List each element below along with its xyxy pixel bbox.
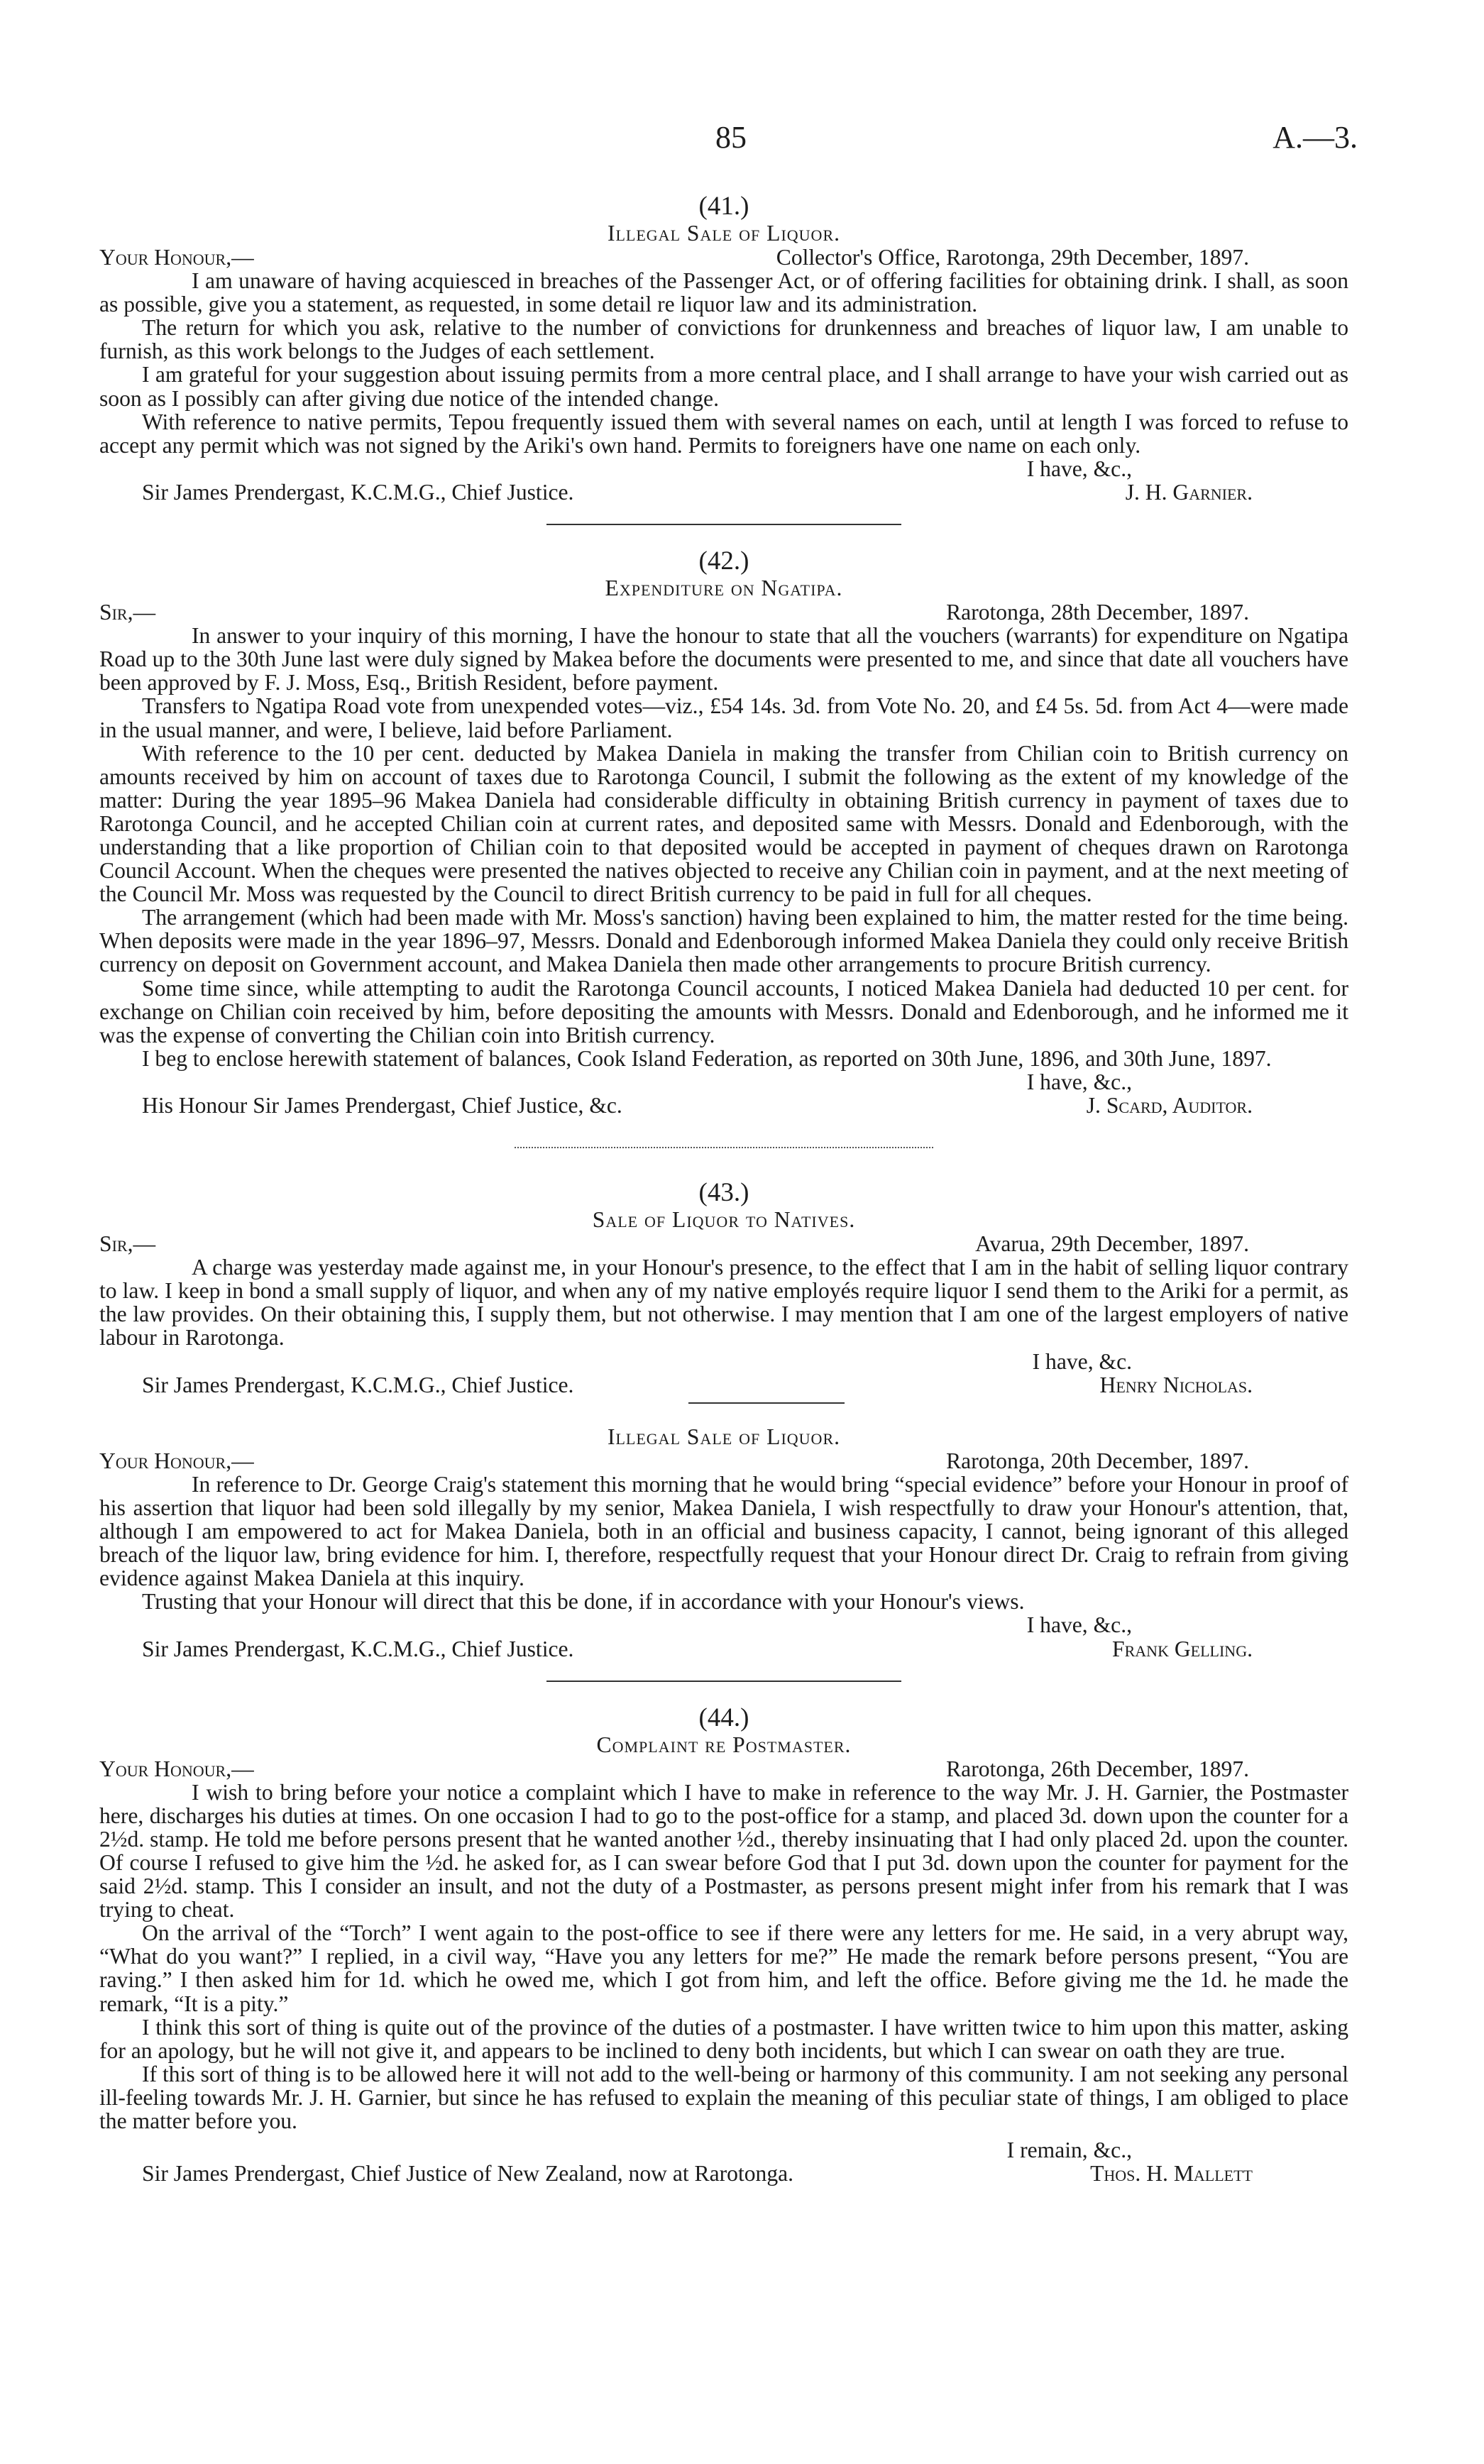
letter-subject: Illegal Sale of Liquor.: [607, 1424, 841, 1449]
letter-number: (41.): [698, 192, 749, 221]
addressee: Sir James Prendergast, K.C.M.G., Chief Justice.: [142, 479, 574, 505]
letter-subject: Sale of Liquor to Natives.: [592, 1207, 856, 1233]
signature-row: [99, 1637, 1348, 1661]
paragraph: The arrangement (which had been made with Mr. Moss's sanction) having been explained to him, the matter rested for the time being. When deposits were made in the year 1896–97, Messrs. Donald and Edenborough informed Makea Daniela they could only receive British currency on deposit on Government account, and Makea Daniela then made other arrangements to procure British currency.: [99, 905, 1348, 977]
signature-row: [99, 1373, 1348, 1397]
closing: I have, &c.,: [1026, 1612, 1132, 1638]
salutation: Sir,—: [99, 1231, 156, 1257]
salutation: Sir,—: [99, 600, 156, 625]
document-reference: A.—3.: [1273, 120, 1358, 155]
salutation-row: [99, 1232, 1348, 1255]
addressee: His Honour Sir James Prendergast, Chief Justice, &c.: [142, 1093, 622, 1118]
paragraph: With reference to the 10 per cent. deducted by Makea Daniela in making the transfer from Chilian coin to British currency on amounts received by him on account of taxes due to Rarotonga Council, I submit the following as the extent of my knowledge of the matter: During the year 1895–96 Makea Daniela had considerable difficulty in obtaining British currency in payment of taxes due to Rarotonga Council, and he accepted Chilian coin at current rates, and deposited same with Messrs. Donald and Edenborough, with the understanding that a like proportion of Chilian coin to that deposited would be accepted in payment of cheques drawn on Rarotonga Council Account. When the cheques were presented the natives objected to receive any Chilian coin in payment, and at the next meeting of the Council Mr. Moss was requested by the Council to direct British currency to be paid in full for all cheques.: [99, 740, 1348, 907]
paragraph: I wish to bring before your notice a complaint which I have to make in reference to the way Mr. J. H. Garnier, the Postmaster here, discharges his duties at times. On one occasion I had to go to the post-office for a stamp, and placed 3d. down upon the counter for a 2½d. stamp. He told me before persons present that he wanted another ½d., thereby insinuating that I had only placed 2d. upon the counter. Of course I refused to give him the ½d. he asked for, as I can swear before God that I put 3d. down upon the counter for payment for the said 2½d. stamp. This I consider an insult, and not the duty of a Postmaster, as persons present might infer from his remark that I was trying to cheat.: [99, 1779, 1348, 1923]
salutation-row: [99, 1449, 1348, 1473]
paragraph: I am grateful for your suggestion about issuing permits from a more central place, and I shall arrange to have your wish carried out as soon as I possibly can after giving due notice of the intended change.: [99, 362, 1348, 411]
letter-number: (42.): [698, 546, 749, 576]
dateline: Rarotonga, 20th December, 1897.: [946, 1448, 1249, 1473]
dateline: Rarotonga, 26th December, 1897.: [946, 1756, 1249, 1781]
paragraph: Some time since, while attempting to audit the Rarotonga Council accounts, I noticed Makea Daniela had deducted 10 per cent. for exchange on Chilian coin received by him, before depositing the amounts with Messrs. Donald and Edenborough, and he informed me it was the expense of converting the Chilian coin into British currency.: [99, 975, 1348, 1047]
signature-row: [99, 2162, 1348, 2185]
paragraph: Transfers to Ngatipa Road vote from unexpended votes—viz., £54 14s. 3d. from Vote No. 20, and £4 5s. 5d. from Act 4—were made in the usual manner, and were, I believe, laid before Parliament.: [99, 693, 1348, 742]
letter-subject: Complaint re Postmaster.: [596, 1732, 852, 1757]
addressee: Sir James Prendergast, K.C.M.G., Chief Justice.: [142, 1636, 574, 1661]
salutation: Your Honour,—: [99, 1448, 254, 1473]
letter-number: (44.): [698, 1703, 749, 1732]
paragraph: If this sort of thing is to be allowed here it will not add to the well-being or harmony of this community. I am not seeking any personal ill-feeling towards Mr. J. H. Garnier, but since he has refused to explain the meaning of this peculiar state of things, I am obliged to place the matter before you.: [99, 2061, 1348, 2133]
closing: I remain, &c.,: [1006, 2138, 1132, 2163]
paragraph: Trusting that your Honour will direct that this be done, if in accordance with your Honour's views.: [142, 1589, 1025, 1615]
signature: J. H. Garnier.: [1125, 479, 1253, 505]
salutation: Your Honour,—: [99, 245, 254, 270]
paragraph: The return for which you ask, relative to the number of convictions for drunkenness and breaches of liquor law, I am unable to furnish, as this work belongs to the Judges of each settlement.: [99, 315, 1348, 364]
paragraph: I think this sort of thing is quite out of the province of the duties of a postmaster. I have written twice to him upon this matter, asking for an apology, but he will not give it, and appears to be inclined to deny both incidents, but which I can swear on oath they are true.: [99, 2014, 1348, 2063]
signature: J. Scard, Auditor.: [1086, 1093, 1253, 1118]
paragraph: I beg to enclose herewith statement of balances, Cook Island Federation, as reported on 30th June, 1896, and 30th June, 1897.: [142, 1045, 1272, 1071]
letter-number: (43.): [698, 1178, 749, 1208]
salutation-row: [99, 246, 1348, 269]
paragraph: A charge was yesterday made against me, in your Honour's presence, to the effect that I am in the habit of selling liquor contrary to law. I keep in bond a small supply of liquor, and when any of my native employés require liquor I send them to the Ariki for a permit, as the law provides. On their obtaining this, I supply them, but not otherwise. I may mention that I am one of the largest employers of native labour in Rarotonga.: [99, 1255, 1348, 1351]
closing: I have, &c.: [1032, 1348, 1132, 1374]
closing: I have, &c.,: [1026, 456, 1132, 481]
signature: Frank Gelling.: [1112, 1636, 1253, 1661]
paragraph: On the arrival of the “Torch” I went again to the post-office to see if there were any letters for me. He said, in a very abrupt way, “What do you want?” I replied, in a civil way, “Have you any letters for me?” He made the remark before persons present, “You are raving.” I then asked him for 1d. which he owed me, which I got from him, and left the office. Before giving me the 1d. he made the remark, “It is a pity.”: [99, 1920, 1348, 2016]
dateline: Collector's Office, Rarotonga, 29th December, 1897.: [776, 245, 1249, 270]
paragraph: I am unaware of having acquiesced in breaches of the Passenger Act, or of offering facilities for obtaining drink. I shall, as soon as possible, give you a statement, as requested, in some detail re liquor law and its administration.: [99, 268, 1348, 317]
salutation: Your Honour,—: [99, 1756, 254, 1781]
salutation-row: [99, 1757, 1348, 1781]
divider: [688, 1402, 845, 1404]
dateline: Avarua, 29th December, 1897.: [975, 1231, 1249, 1257]
signature-row: [99, 1094, 1348, 1117]
signature-row: [99, 480, 1348, 504]
salutation-row: [99, 600, 1348, 624]
page-number: 85: [715, 120, 747, 155]
divider: [546, 1681, 901, 1682]
paragraph: In answer to your inquiry of this morning, I have the honour to state that all the vouchers (warrants) for expenditure on Ngatipa Road up to the 30th June last were duly signed by Makea before the documents were presented to me, and since that date all vouchers have been approved by F. J. Moss, Esq., British Resident, before payment.: [99, 623, 1348, 695]
paragraph: In reference to Dr. George Craig's statement this morning that he would bring “special evidence” before your Honour in proof of his assertion that liquor had been sold illegally by my senior, Makea Daniela, I wish respectfully to draw your Honour's attention, that, although I am empowered to act for Makea Daniela, both in an official and business capacity, I cannot, being ignorant of this alleged breach of the liquor law, bring evidence for him. I, therefore, respectfully request that your Honour direct Dr. Craig to refrain from giving evidence against Makea Daniela at this inquiry.: [99, 1471, 1348, 1591]
divider: [546, 524, 901, 525]
addressee: Sir James Prendergast, K.C.M.G., Chief Justice.: [142, 1372, 574, 1397]
divider: [515, 1147, 933, 1148]
letter-subject: Expenditure on Ngatipa.: [605, 576, 843, 601]
signature: Thos. H. Mallett: [1090, 2161, 1253, 2187]
signature: Henry Nicholas.: [1099, 1372, 1253, 1397]
paragraph: With reference to native permits, Tepou frequently issued them with several names on each, until at length I was forced to refuse to accept any permit which was not signed by the Ariki's own hand. Permits to foreigners have one name on each only.: [99, 409, 1348, 458]
addressee: Sir James Prendergast, Chief Justice of New Zealand, now at Rarotonga.: [142, 2161, 794, 2187]
dateline: Rarotonga, 28th December, 1897.: [946, 600, 1249, 625]
closing: I have, &c.,: [1026, 1069, 1132, 1094]
letter-subject: Illegal Sale of Liquor.: [607, 221, 841, 246]
letter-41: [99, 192, 1348, 2185]
